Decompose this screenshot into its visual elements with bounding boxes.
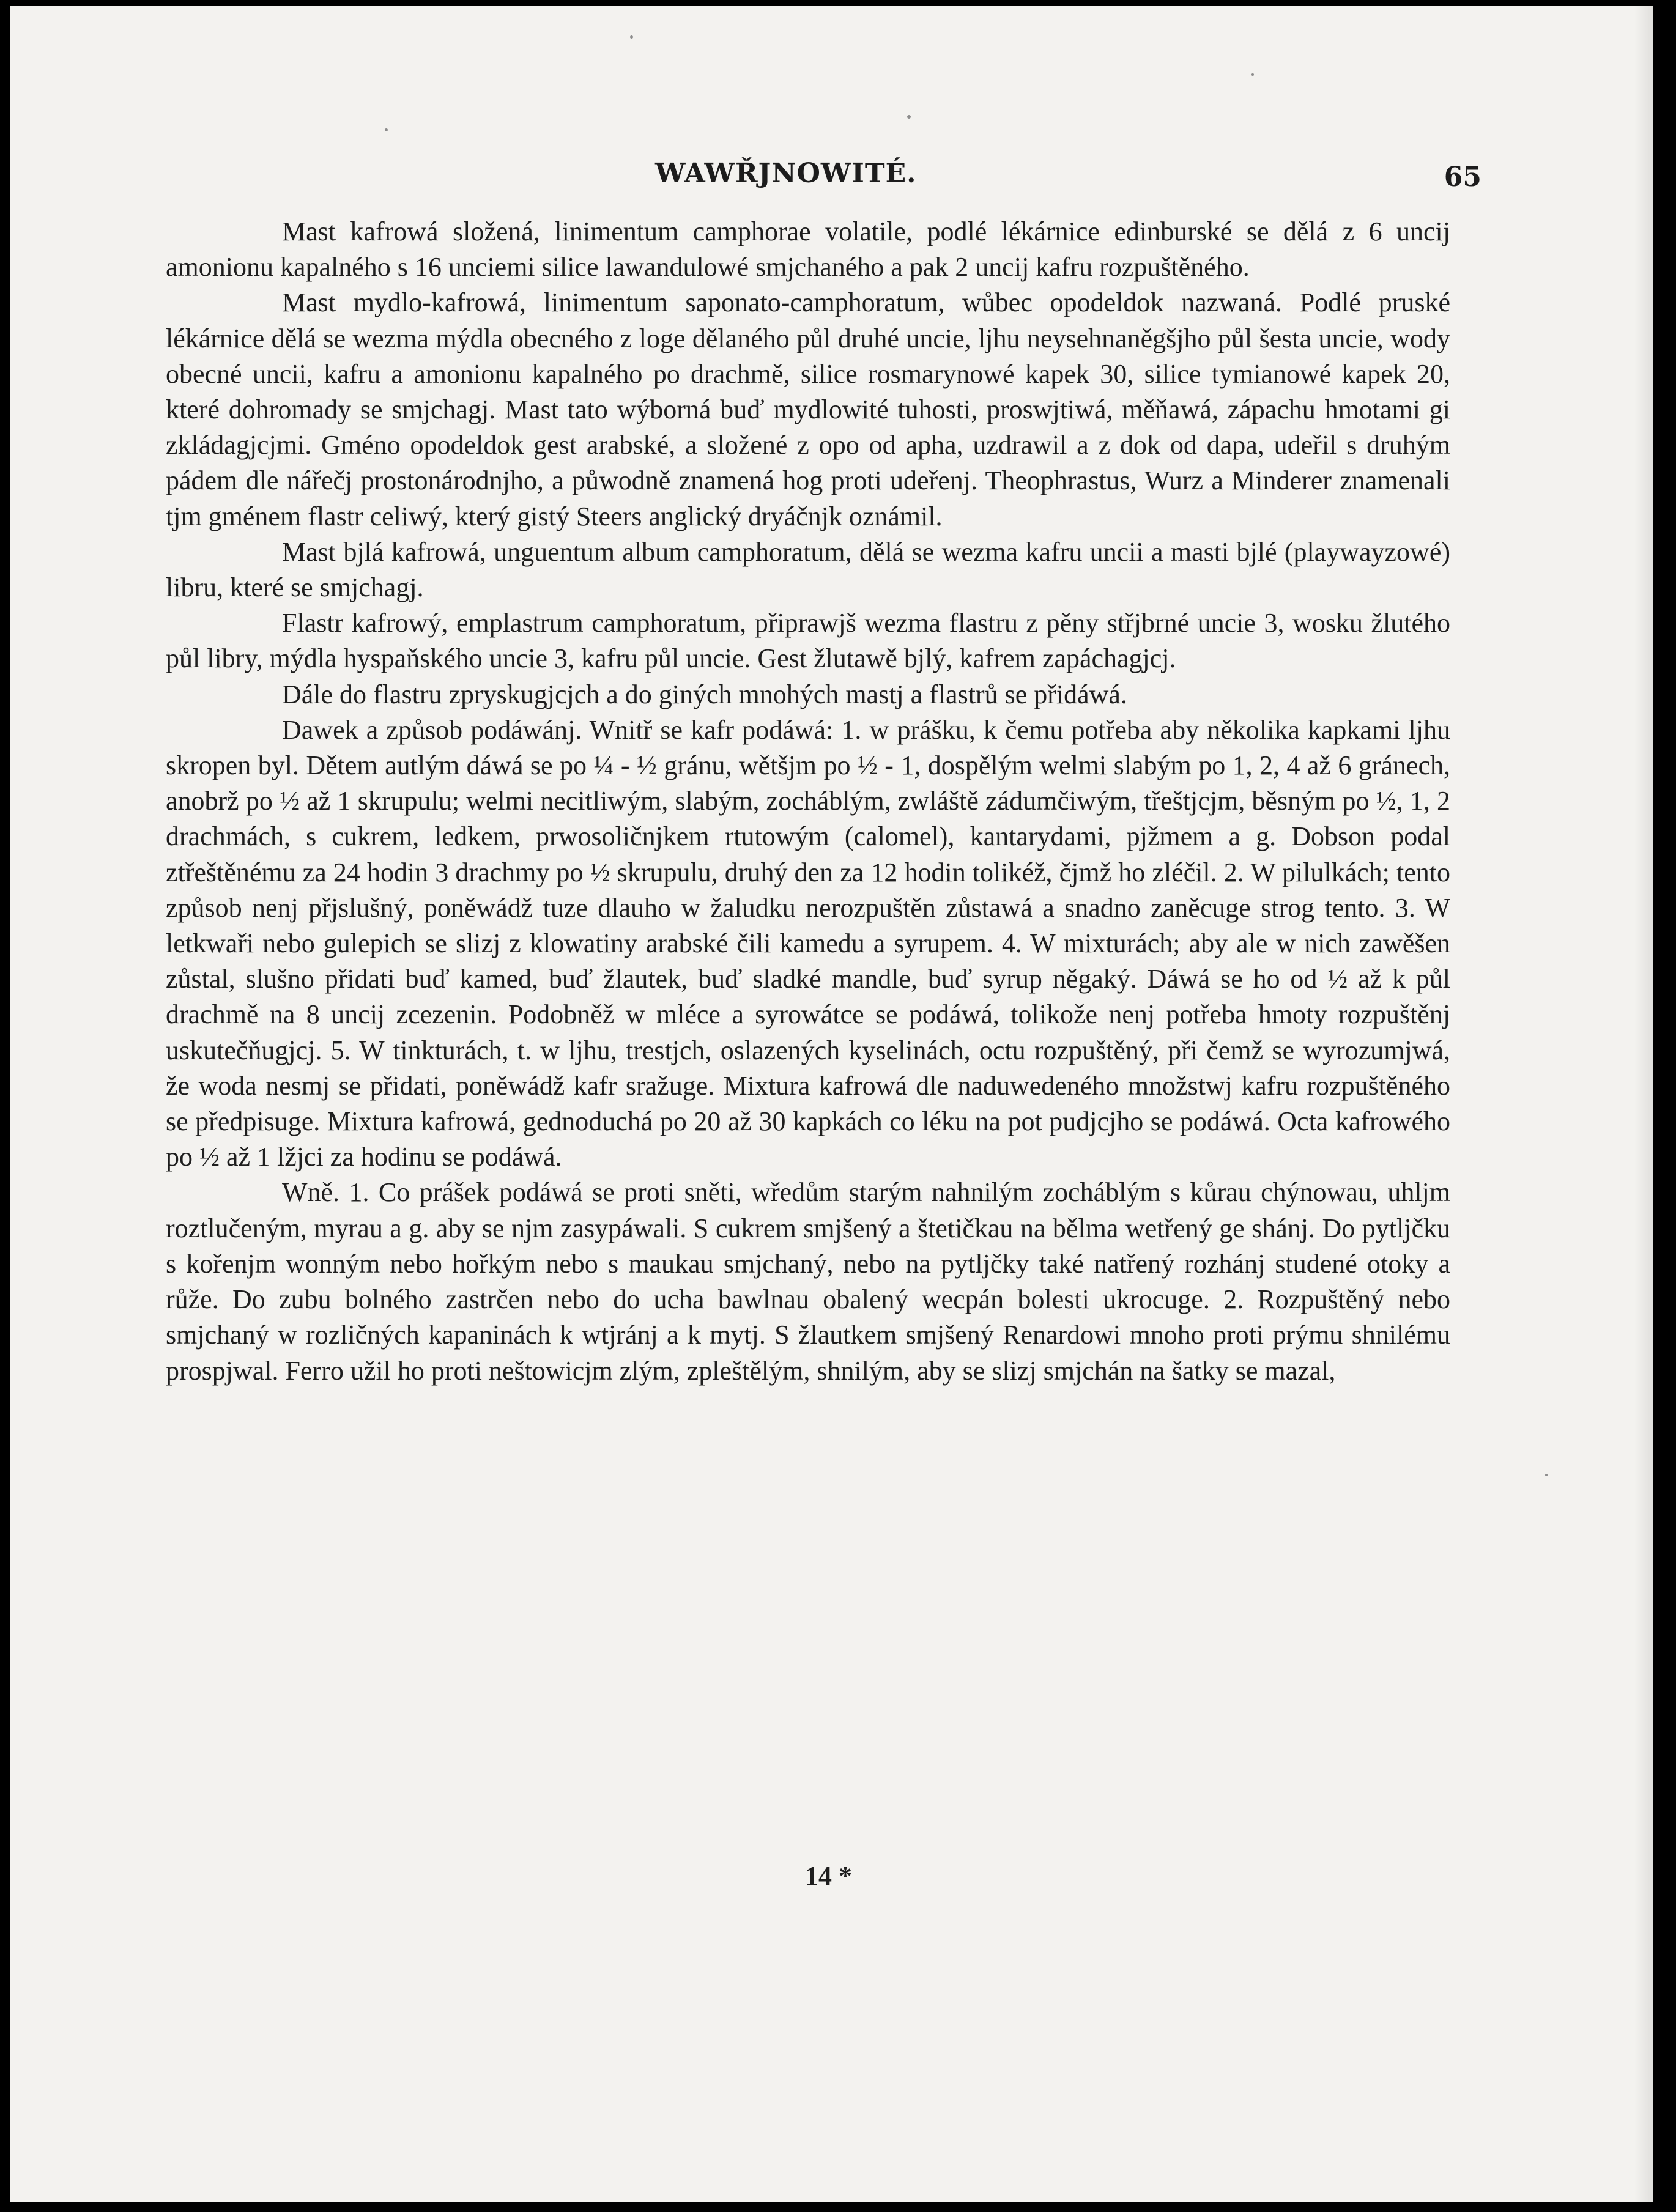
paper-speck xyxy=(630,35,633,39)
signature-mark: 14 * xyxy=(805,1861,852,1891)
running-title: WAWŘJNOWITÉ. xyxy=(655,158,917,189)
paragraph-wne: Wně. 1. Co prášek podáwá se proti sněti, wředům starým nahnilým zocháblým s kůrau chýnowau, uhljm roztlučeným, myrau a g. aby se njm zasypáwali. S cukrem smjšený a štetičkau na bělma wetřený ge shánj. Do pytljčku s kořenjm wonným nebo hořkým nebo s maukau smjchaný, nebo na pytljčky také natřený rozhánj studené otoky a růže. Do zubu bolného zastrčen nebo do ucha bawlnau obalený wecpán bolesti ukrocuge. 2. Rozpuštěný nebo smjchaný w rozličných kapaninách k wtjránj a k mytj. S žlautkem smjšený Renardowi mnoho proti prýmu shnilému prospjwal. Ferro užil ho proti neštowicjm zlým, zpleštělým, shnilým, aby se slizj smjchán na šatky se mazal, xyxy=(166,1177,1450,1386)
paragraph-dale-do-flastru: Dále do flastru zpryskugjcjch a do giných mnohých mastj a flastrů se přidáwá. xyxy=(282,679,1127,709)
paper-speck xyxy=(385,128,388,131)
paragraph-mast-kafrowa-slozena: Mast kafrowá složená, linimentum camphorae volatile, podlé lékárnice edinburské se dělá z 6 uncij amonionu kapalného s 16 unciemi silice lawandulowé smjchaného a pak 2 uncij kafru rozpuštěného. xyxy=(166,216,1450,283)
page-header xyxy=(10,158,1653,207)
paragraph-mast-mydlo-kafrowa: Mast mydlo-kafrowá, linimentum saponato-camphoratum, wůbec opodeldok nazwaná. Podlé pruské lékárnice dělá se wezma mýdla obecného z loge dělaného půl druhé uncie, ljhu neysehnaněgšjho půl šesta uncie, wody obecné uncii, kafru a amonionu kapalného po drachmě, silice rosmarynowé kapek 30, silice tymianowé kapek 20, které dohromady se smjchagj. Mast tato wýborná buď mydlowité tuhosti, proswjtiwá, měňawá, zápachu hmotami gi zkládagjcjmi. Gméno opodeldok gest arabské, a složené z opo od apha, uzdrawil a z dok od dapa, udeřil s druhým pádem dle nářečj prostonárodnjho, a půwodně znamená hog proti udeřenj. Theophrastus, Wurz a Minderer znamenali tjm gménem flastr celiwý, který gistý Steers anglický dryáčnjk oznámil. xyxy=(166,287,1450,531)
page-number: 65 xyxy=(1444,161,1481,193)
paper-speck xyxy=(1545,1474,1548,1476)
paragraph-flastr-kafrowy: Flastr kafrowý, emplastrum camphoratum, připrawjš wezma flastru z pěny střjbrné uncie 3, wosku žlutého půl libry, mýdla hyspaňského uncie 3, kafru půl uncie. Gest žlutawě bjlý, kafrem zapáchagjcj. xyxy=(166,608,1450,674)
book-page xyxy=(10,6,1653,2202)
paper-speck xyxy=(1251,73,1254,76)
body-text xyxy=(166,214,1450,1389)
paper-speck xyxy=(907,115,911,119)
page-edge-shadow xyxy=(1634,6,1653,2202)
paragraph-mast-bila-kafrowa: Mast bjlá kafrowá, unguentum album camphoratum, dělá se wezma kafru uncii a masti bjlé (playwayzowé) libru, které se smjchagj. xyxy=(166,536,1450,603)
paragraph-dawek-a-zpusob: Dawek a způsob podáwánj. Wnitř se kafr podáwá: 1. w prášku, k čemu potřeba aby několika kapkami ljhu skropen byl. Dětem autlým dáwá se po ¼ - ½ gránu, wětšjm po ½ - 1, dospělým welmi slabým po 1, 2, 4 až 6 gránech, anobrž po ½ až 1 skrupulu; welmi necitliwým, slabým, zocháblým, zwláště zádumčiwým, třeštjcjm, běsným po ½, 1, 2 drachmách, s cukrem, ledkem, prwosoličnjkem rtutowým (calomel), kantarydami, pjžmem a g. Dobson podal ztřeštěnému za 24 hodin 3 drachmy po ½ skrupulu, druhý den za 12 hodin tolikéž, čjmž ho zléčil. 2. W pilulkách; tento způsob nenj přjslušný, poněwádž tuze dlauho w žaludku nerozpuštěn zůstawá a snadno zaněcuge strog tento. 3. W letkwaři nebo gulepich se slizj z klowatiny arabské čili kamedu a syrupem. 4. W mixturách; aby ale w nich zawěšen zůstal, slušno přidati buď kamed, buď žlautek, buď sladké mandle, buď syrup něgaký. Dáwá se ho od ½ až k půl drachmě na 8 uncij zcezenin. Podobněž w mléce a syrowátce se podáwá, tolikože nenj potřeba hmoty rozpuštěnj uskutečňugjcj. 5. W tinkturách, t. w ljhu, trestjch, oslazených kyselinách, octu rozpuštěný, při čemž se wyrozumjwá, že woda nesmj se přidati, poněwádž kafr sražuge. Mixtura kafrowá dle naduwedeného množstwj kafru rozpuštěného se předpisuge. Mixtura kafrowá, gednoduchá po 20 až 30 kapkách co léku na pot pudjcjho se podáwá. Octa kafrowého po ½ až 1 lžjci za hodinu se podáwá. xyxy=(166,714,1450,1172)
